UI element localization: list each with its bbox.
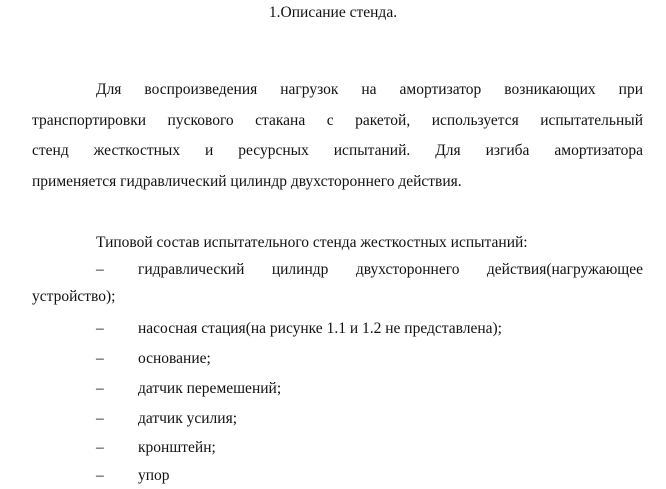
paragraph-line: стенд жесткостных и ресурсных испытаний. Для изгиба амортизатора (32, 142, 643, 159)
list-item: упор (138, 467, 170, 484)
list-dash: – (96, 261, 104, 278)
list-dash: – (96, 380, 104, 397)
list-item: кронштейн; (138, 439, 216, 456)
list-item: насосная стация(на рисунке 1.1 и 1.2 не представлена); (138, 320, 502, 337)
list-item: гидравлический цилиндр двухстороннего действия(нагружающее (138, 261, 643, 278)
section-heading: 1.Описание стенда. (268, 4, 398, 21)
paragraph-line: применяется гидравлический цилиндр двухстороннего действия. (32, 173, 462, 190)
paragraph-line: Для воспроизведения нагрузок на амортизатор возникающих при (96, 81, 643, 98)
list-dash: – (96, 439, 104, 456)
list-item: датчик усилия; (138, 410, 238, 427)
list-item: основание; (138, 350, 211, 367)
list-intro: Типовой состав испытательного стенда жесткостных испытаний: (96, 234, 528, 251)
list-dash: – (96, 467, 104, 484)
list-dash: – (96, 410, 104, 427)
paragraph-line: транспортировки пускового стакана с ракетой, используется испытательный (32, 112, 643, 129)
list-item: датчик перемешений; (138, 380, 282, 397)
list-dash: – (96, 350, 104, 367)
list-dash: – (96, 320, 104, 337)
list-item-continuation: устройство); (32, 288, 116, 305)
